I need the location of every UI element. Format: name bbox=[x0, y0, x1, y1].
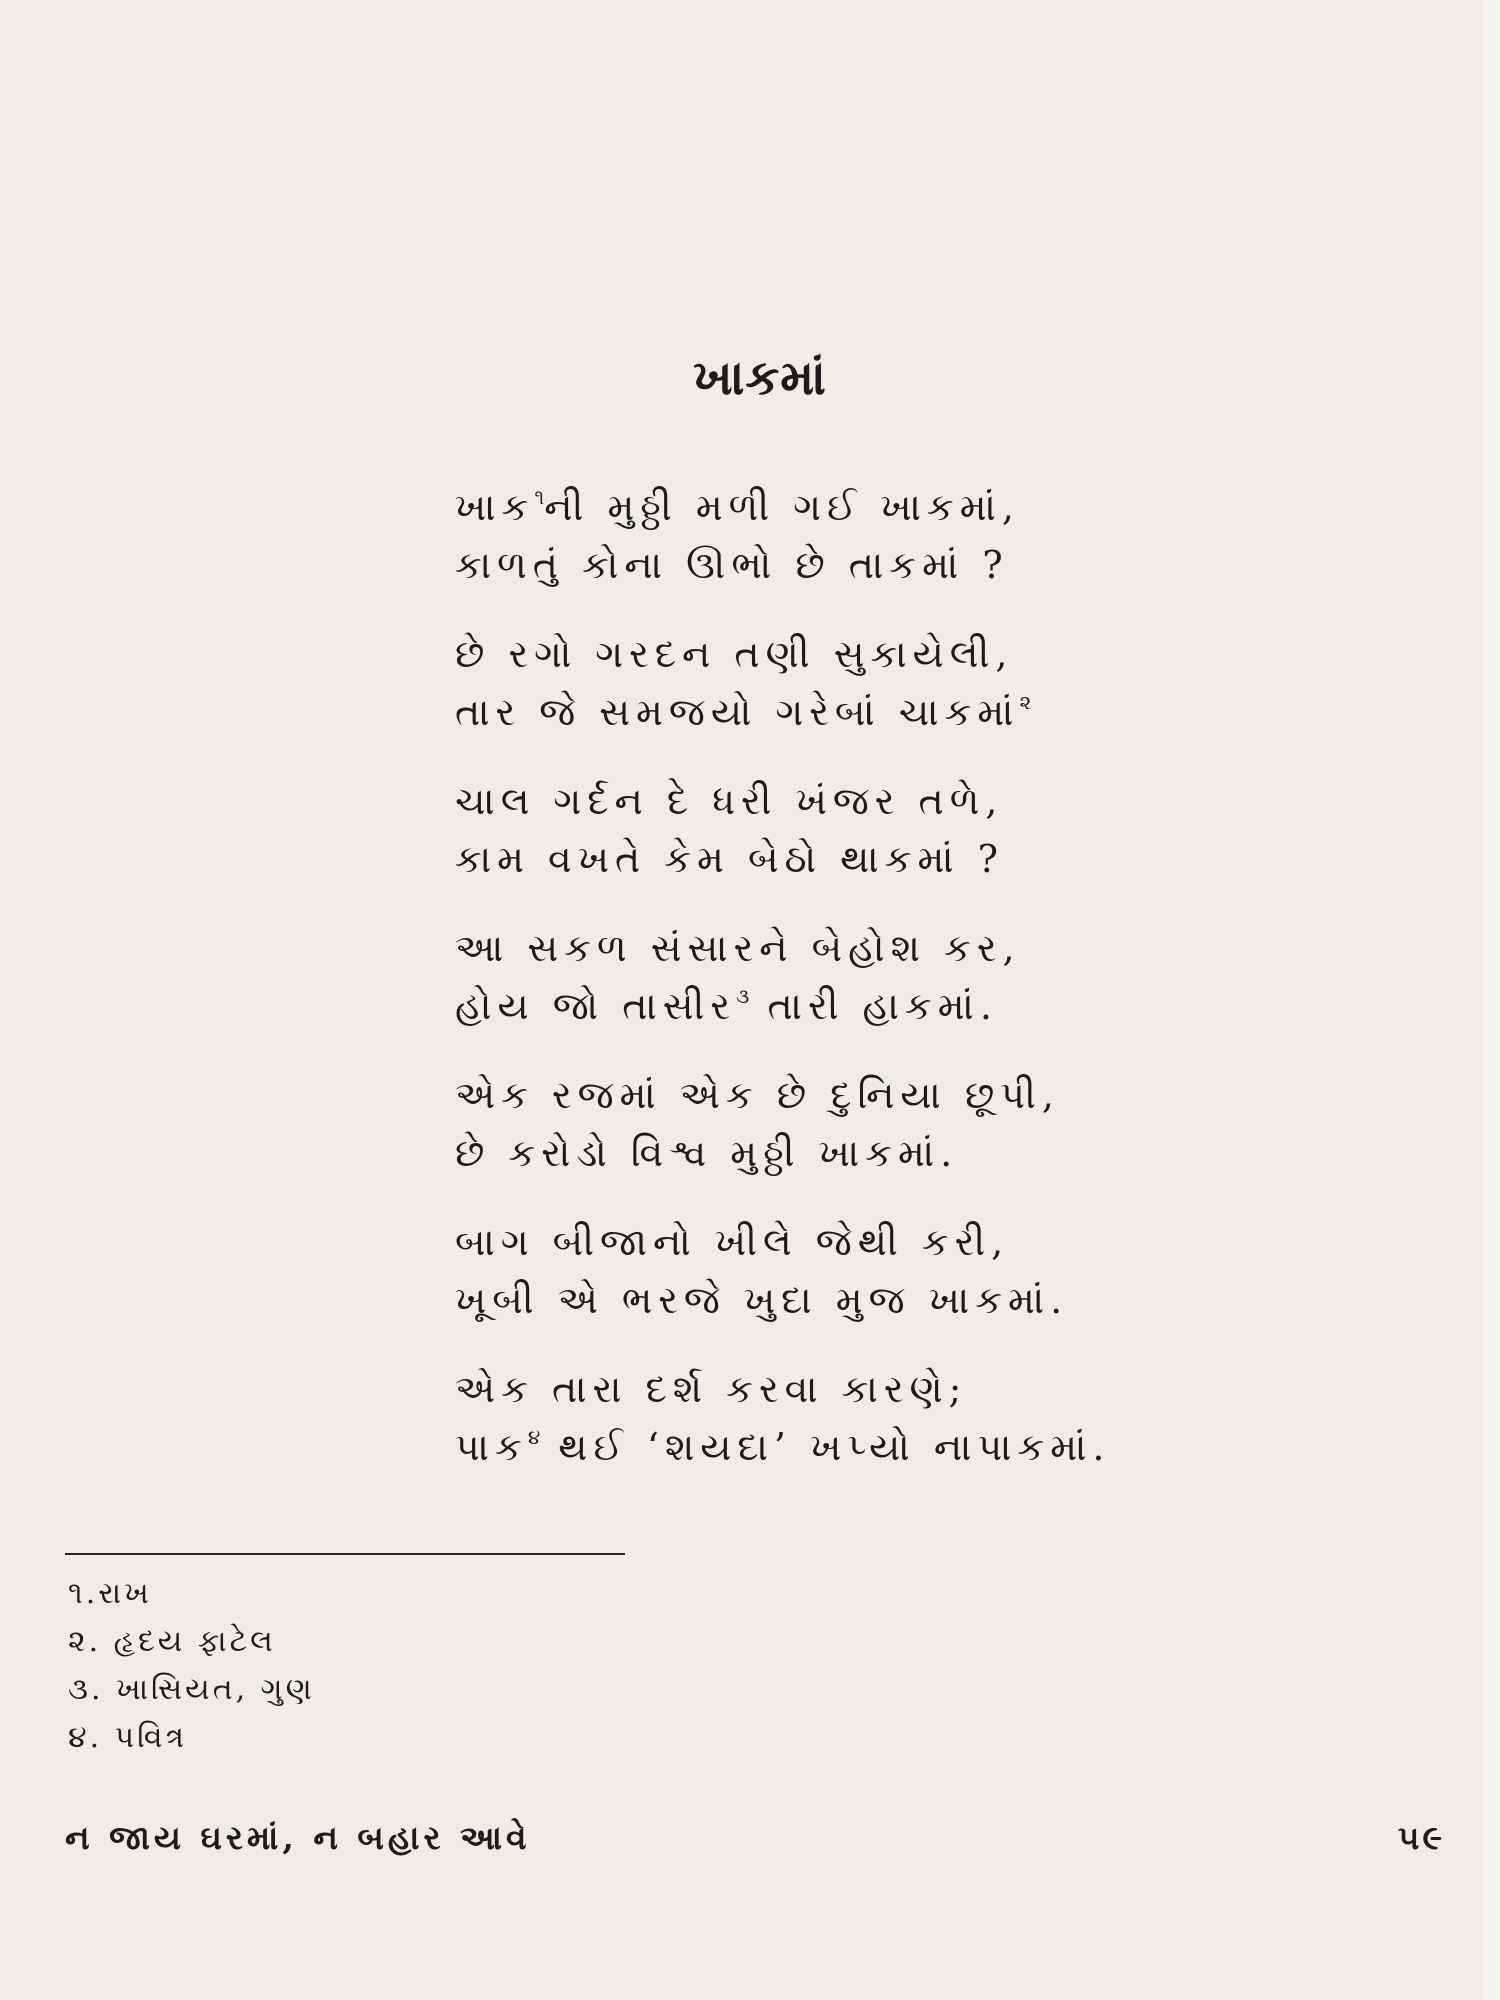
footnote-marker: ૩ bbox=[736, 984, 750, 1008]
poem-line: પાક$^૪$ થઈ ‘શયદા’ ખપ્યો નાપાકમાં. bbox=[455, 1425, 1111, 1469]
page-number: ૫૯ bbox=[1397, 1818, 1445, 1857]
stanza-3 bbox=[455, 772, 1095, 888]
footnotes bbox=[68, 1570, 668, 1762]
poem-title: ખાકમાં bbox=[693, 350, 827, 406]
stanza-7 bbox=[455, 1360, 1111, 1476]
footnote-item: ૧.રાખ bbox=[68, 1576, 152, 1611]
poem-line: એક તારા દર્શ કરવા કારણે; bbox=[455, 1367, 968, 1411]
poem-line: છે રગો ગરદન તણી સુકાયેલી, bbox=[455, 632, 1014, 676]
page-edge bbox=[1482, 0, 1500, 2000]
poem-line: છે કરોડો વિશ્વ મુઠ્ઠી ખાકમાં. bbox=[455, 1131, 959, 1175]
footnote-item: ૨. હૃદય ફાટેલ bbox=[68, 1624, 276, 1659]
footnote-marker: ૪ bbox=[527, 1425, 541, 1449]
poem-line: ખૂબી એ ભરજે ખુદા મુજ ખાકમાં. bbox=[455, 1278, 1069, 1322]
footnote-marker: ૨ bbox=[1019, 690, 1032, 714]
stanza-4 bbox=[455, 919, 1095, 1035]
poem-line: હોય જો તાસીર$^૩$ તારી હાકમાં. bbox=[455, 984, 998, 1028]
stanza-5 bbox=[455, 1066, 1095, 1182]
footnote-item: ૩. ખાસિયત, ગુણ bbox=[68, 1672, 315, 1707]
poem-line: ચાલ ગર્દન દે ધરી ખંજર તળે, bbox=[455, 779, 1004, 823]
poem-line: તાર જે સમજયો ગરેબાં ચાકમાં$^૨$ bbox=[455, 690, 1032, 734]
poem-line: બાગ બીજાનો ખીલે જેથી કરી, bbox=[455, 1220, 1010, 1264]
poem-line: આ સકળ સંસારને બેહોશ કર, bbox=[455, 926, 1021, 970]
stanza-2 bbox=[455, 625, 1095, 741]
poem-line: ખાક$^૧$ની મુઠ્ઠી મળી ગઈ ખાકમાં, bbox=[455, 485, 1020, 529]
footnote-marker: ૧ bbox=[534, 485, 545, 509]
page-footer bbox=[65, 1818, 1445, 1874]
stanza-1 bbox=[455, 478, 1095, 594]
poem-line: કામ વખતે કેમ બેઠો થાકમાં ? bbox=[455, 837, 1005, 881]
running-footer-title: ન જાય ઘરમાં, ન બહાર આવે bbox=[65, 1818, 531, 1857]
poem-line: કાળતું કોના ઊભો છે તાકમાં ? bbox=[455, 543, 1009, 587]
stanza-6 bbox=[455, 1213, 1095, 1329]
poem-body bbox=[455, 478, 1111, 1507]
footnote-item: ૪. પવિત્ર bbox=[68, 1720, 188, 1755]
footnote-divider bbox=[65, 1553, 625, 1555]
poem-line: એક રજમાં એક છે દુનિયા છૂપી, bbox=[455, 1073, 1060, 1117]
